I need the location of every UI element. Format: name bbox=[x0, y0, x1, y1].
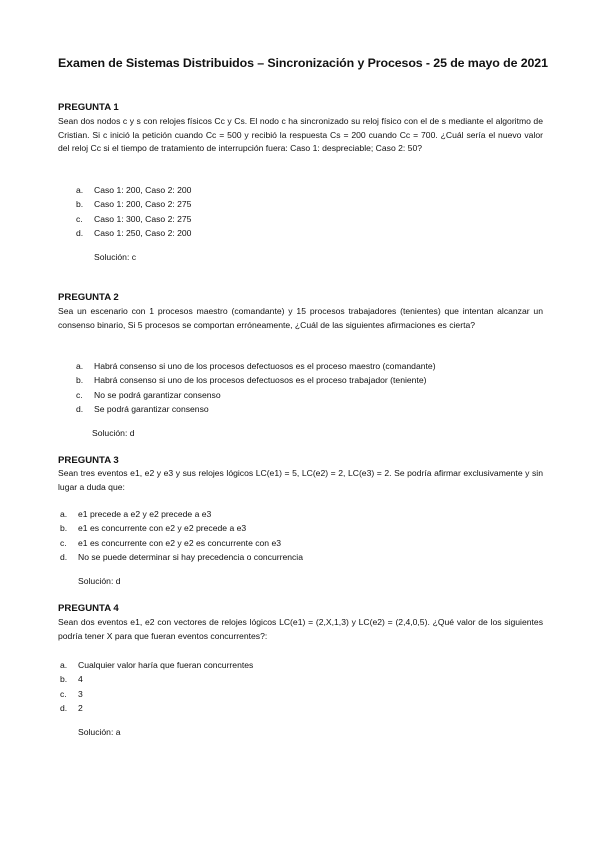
question-3-option-c bbox=[60, 536, 480, 550]
option-letter: a. bbox=[76, 185, 84, 195]
option-text: Caso 1: 300, Caso 2: 275 bbox=[94, 213, 192, 224]
option-text: 2 bbox=[78, 703, 83, 714]
question-1-text: Sean dos nodos c y s con relojes físicos Cc y Cs. El nodo c ha sincronizado su reloj físico con el de s mediante el algoritmo de Cristian. Si c inició la petición cuando Cc = 500 y recibió la respuesta Cs = 200 cuando Cc = 700. ¿Cuál sería el nuevo valor del reloj Cc si el tiempo de tratamiento de interrupción fuera: Caso 1: despreciable; Caso 2: 50? bbox=[58, 116, 543, 154]
question-4-option-d bbox=[60, 701, 360, 715]
option-text: Caso 1: 250, Caso 2: 200 bbox=[94, 228, 192, 239]
option-text: 4 bbox=[78, 674, 83, 685]
option-text: e1 precede a e2 y e2 precede a e3 bbox=[78, 509, 212, 519]
option-letter: d. bbox=[60, 703, 68, 714]
option-text: 3 bbox=[78, 688, 83, 699]
option-text: Habrá consenso si uno de los procesos defectuosos es el proceso trabajador (teniente) bbox=[94, 375, 427, 386]
question-1-heading: PREGUNTA 1 bbox=[58, 102, 119, 113]
question-2-text: Sea un escenario con 1 procesos maestro (comandante) y 15 procesos trabajadores (tenientes) que intentan alcanzar un consenso binario, Si 5 procesos se comportan erróneamente, ¿Cuál de las siguientes afirmaciones es cierta? bbox=[58, 306, 543, 330]
option-letter: a. bbox=[76, 361, 84, 371]
option-text: Habrá consenso si uno de los procesos defectuosos es el proceso maestro (comandante) bbox=[94, 361, 436, 371]
question-2-option-c bbox=[76, 388, 536, 402]
question-1-solution: Solución: c bbox=[94, 252, 137, 262]
question-1-option-a bbox=[76, 183, 376, 197]
question-1-option-c bbox=[76, 212, 376, 226]
option-text: e1 es concurrente con e2 y e2 precede a e3 bbox=[78, 523, 247, 534]
question-2-option-a bbox=[76, 359, 536, 373]
option-letter: a. bbox=[60, 509, 68, 519]
question-4-options bbox=[60, 658, 360, 716]
option-text: Cualquier valor haría que fueran concurrentes bbox=[78, 660, 254, 670]
option-letter: d. bbox=[60, 552, 68, 563]
option-letter: b. bbox=[60, 674, 68, 685]
question-3-option-a bbox=[60, 507, 480, 521]
option-text: e1 es concurrente con e2 y e2 es concurrente con e3 bbox=[78, 537, 282, 548]
option-letter: b. bbox=[76, 199, 84, 210]
question-2-option-d bbox=[76, 402, 536, 416]
question-4-option-c bbox=[60, 687, 360, 701]
question-3-heading: PREGUNTA 3 bbox=[58, 455, 119, 466]
option-letter: c. bbox=[76, 213, 83, 224]
option-letter: b. bbox=[76, 375, 84, 386]
option-letter: b. bbox=[60, 523, 68, 534]
question-4-option-b bbox=[60, 672, 360, 686]
question-3-options bbox=[60, 507, 480, 565]
option-text: Se podrá garantizar consenso bbox=[94, 404, 209, 415]
option-letter: c. bbox=[76, 389, 83, 400]
option-text: No se puede determinar si hay precedencia o concurrencia bbox=[78, 552, 303, 563]
option-text: Caso 1: 200, Caso 2: 275 bbox=[94, 199, 192, 210]
option-letter: c. bbox=[60, 688, 67, 699]
option-letter: d. bbox=[76, 228, 84, 239]
question-2-heading: PREGUNTA 2 bbox=[58, 292, 119, 303]
question-4-text: Sean dos eventos e1, e2 con vectores de relojes lógicos LC(e1) = (2,X,1,3) y LC(e2) = (2,4,0,5). ¿Qué valor de los siguientes podría tener X para que fueran eventos concurrentes?: bbox=[58, 617, 543, 641]
question-2-options bbox=[76, 359, 536, 417]
question-1-option-d bbox=[76, 226, 376, 240]
question-1-options bbox=[76, 183, 376, 241]
option-letter: d. bbox=[76, 404, 84, 415]
option-text: No se podrá garantizar consenso bbox=[94, 389, 221, 400]
option-text: Caso 1: 200, Caso 2: 200 bbox=[94, 185, 192, 195]
question-2-option-b bbox=[76, 373, 536, 387]
question-4-solution: Solución: a bbox=[78, 727, 121, 737]
question-3-option-d bbox=[60, 550, 480, 564]
question-3-option-b bbox=[60, 521, 480, 535]
exam-title: Examen de Sistemas Distribuidos – Sincronización y Procesos - 25 de mayo de 2021 bbox=[58, 56, 548, 70]
question-3-solution: Solución: d bbox=[78, 576, 121, 586]
question-4-option-a bbox=[60, 658, 360, 672]
question-3-text: Sean tres eventos e1, e2 y e3 y sus relojes lógicos LC(e1) = 5, LC(e2) = 2, LC(e3) = 2. Se podría afirmar exclusivamente y sin lugar a duda que: bbox=[58, 468, 543, 492]
question-4-heading: PREGUNTA 4 bbox=[58, 603, 119, 614]
option-letter: a. bbox=[60, 660, 68, 670]
question-2-solution: Solución: d bbox=[92, 428, 135, 438]
option-letter: c. bbox=[60, 537, 67, 548]
question-1-option-b bbox=[76, 197, 376, 211]
